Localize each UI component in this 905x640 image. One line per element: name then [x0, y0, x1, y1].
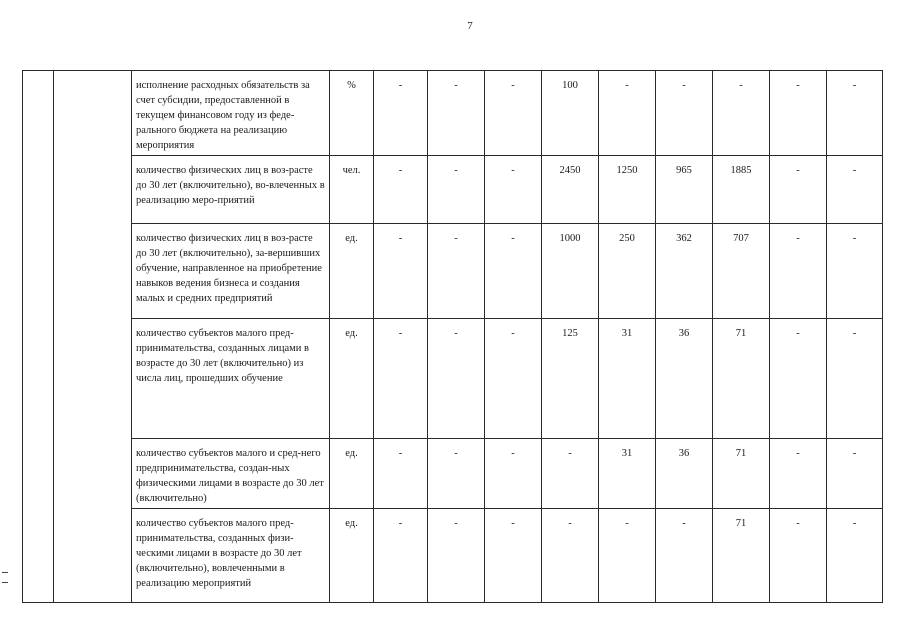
value-cell: -: [542, 439, 599, 509]
value-cell: -: [827, 71, 883, 156]
value-cell: 71: [713, 509, 770, 603]
value-cell: -: [770, 319, 827, 439]
value-cell: 31: [599, 319, 656, 439]
value-cell: 71: [713, 319, 770, 439]
indicator-name: количество физических лиц в воз-расте до 30 лет (включительно), за-вершивших обучение, направленное на приобретение навыков ведения бизнеса и создания малых и средних предприятий: [132, 224, 330, 319]
value-cell: -: [428, 439, 485, 509]
value-cell: -: [485, 224, 542, 319]
program-cell: [54, 71, 132, 603]
value-cell: -: [827, 156, 883, 224]
table-row: [23, 439, 883, 509]
value-cell: 2450: [542, 156, 599, 224]
indicator-name: количество физических лиц в воз-расте до 30 лет (включительно), во-влеченных в реализацию меро-приятий: [132, 156, 330, 224]
value-cell: -: [827, 509, 883, 603]
margin-tick: [2, 582, 8, 583]
unit-cell: %: [330, 71, 374, 156]
value-cell: -: [542, 509, 599, 603]
table-row: [23, 319, 883, 439]
value-cell: -: [374, 319, 428, 439]
value-cell: -: [485, 509, 542, 603]
indicator-name: количество субъектов малого пред-принимательства, созданных лицами в возрасте до 30 лет (включительно) из числа лиц, прошедших обучение: [132, 319, 330, 439]
value-cell: -: [656, 71, 713, 156]
page-number: 7: [467, 20, 473, 32]
value-cell: -: [770, 224, 827, 319]
unit-cell: ед.: [330, 319, 374, 439]
value-cell: 36: [656, 439, 713, 509]
value-cell: 71: [713, 439, 770, 509]
unit-cell: ед.: [330, 439, 374, 509]
value-cell: -: [428, 71, 485, 156]
value-cell: -: [770, 156, 827, 224]
value-cell: -: [770, 509, 827, 603]
table-row: [23, 509, 883, 603]
value-cell: 362: [656, 224, 713, 319]
value-cell: -: [428, 156, 485, 224]
indicator-name: количество субъектов малого пред-принимательства, созданных физи-ческими лицами в возрасте до 30 лет (включительно), вовлеченными в реализацию мероприятий: [132, 509, 330, 603]
value-cell: -: [485, 319, 542, 439]
table-row: [23, 224, 883, 319]
unit-cell: ед.: [330, 224, 374, 319]
value-cell: 965: [656, 156, 713, 224]
row-number-cell: [23, 71, 54, 603]
value-cell: 31: [599, 439, 656, 509]
indicator-name: исполнение расходных обязательств за счет субсидии, предоставленной в текущем финансовом году из феде-рального бюджета на реализацию мероприятия: [132, 71, 330, 156]
value-cell: -: [770, 439, 827, 509]
value-cell: 100: [542, 71, 599, 156]
indicator-name: количество субъектов малого и сред-него предпринимательства, создан-ных физическими лицами в возрасте до 30 лет (включительно): [132, 439, 330, 509]
value-cell: -: [599, 509, 656, 603]
value-cell: -: [656, 509, 713, 603]
value-cell: -: [827, 224, 883, 319]
value-cell: -: [713, 71, 770, 156]
value-cell: -: [770, 71, 827, 156]
value-cell: -: [485, 156, 542, 224]
value-cell: -: [485, 71, 542, 156]
value-cell: -: [599, 71, 656, 156]
value-cell: -: [827, 439, 883, 509]
value-cell: 1000: [542, 224, 599, 319]
value-cell: -: [374, 439, 428, 509]
value-cell: -: [428, 224, 485, 319]
value-cell: -: [485, 439, 542, 509]
value-cell: -: [374, 224, 428, 319]
value-cell: 36: [656, 319, 713, 439]
value-cell: 250: [599, 224, 656, 319]
value-cell: -: [827, 319, 883, 439]
value-cell: -: [374, 156, 428, 224]
value-cell: -: [428, 509, 485, 603]
value-cell: 125: [542, 319, 599, 439]
value-cell: 707: [713, 224, 770, 319]
value-cell: -: [374, 509, 428, 603]
value-cell: 1885: [713, 156, 770, 224]
table-row: [23, 156, 883, 224]
value-cell: -: [374, 71, 428, 156]
value-cell: -: [428, 319, 485, 439]
indicators-table: [22, 70, 883, 603]
unit-cell: чел.: [330, 156, 374, 224]
margin-tick: [2, 572, 8, 573]
value-cell: 1250: [599, 156, 656, 224]
table-row: [23, 71, 883, 156]
unit-cell: ед.: [330, 509, 374, 603]
